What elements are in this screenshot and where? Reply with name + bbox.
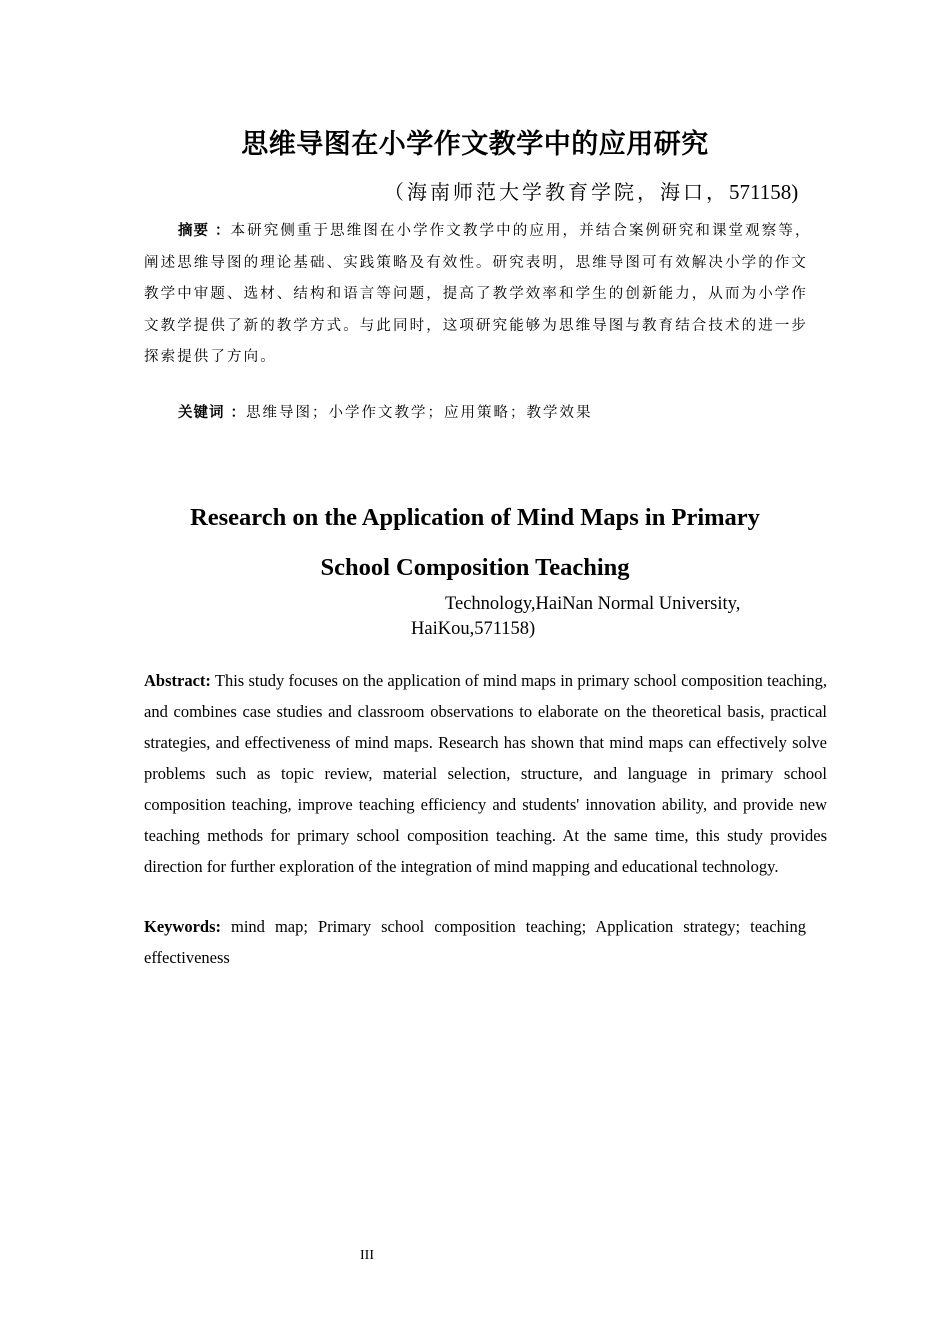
chinese-affiliation [384, 176, 798, 205]
english-keywords-text: mind map; Primary school composition teaching; Application strategy; teaching effectiveness [144, 917, 806, 967]
chinese-keywords-label: 关键词 ： [178, 405, 247, 421]
chinese-abstract [144, 216, 814, 374]
english-keywords-label: Keywords: [144, 917, 221, 936]
chinese-keywords [178, 401, 593, 422]
english-abstract [144, 665, 827, 882]
english-title-line-1: Research on the Application of Mind Maps in Primary [190, 504, 760, 531]
page-number: III [360, 1248, 374, 1263]
english-affiliation-line-1: Technology,HaiNan Normal University, [445, 594, 741, 614]
chinese-abstract-text: 本研究侧重于思维图在小学作文教学中的应用，并结合案例研究和课堂观察等，阐述思维导图的理论基础、实践策略及有效性。研究表明，思维导图可有效解决小学的作文教学中审题、选材、结构和语言等问题，提高了教学效率和学生的创新能力，从而为小学作文教学提供了新的教学方式。与此同时，这项研究能够为思维导图与教育结合技术的进一步探索提供了方向。 [144, 223, 812, 365]
chinese-title: 思维导图在小学作文教学中的应用研究 [241, 129, 709, 160]
english-title-line-2: School Composition Teaching [320, 554, 630, 581]
chinese-affiliation-code: 571158) [729, 180, 799, 204]
chinese-keywords-text: 思维导图；小学作文教学；应用策略；教学效果 [246, 405, 593, 421]
chinese-abstract-label: 摘要 ： [178, 223, 231, 239]
english-abstract-text: This study focuses on the application of mind maps in primary school composition teaching, and combines case studies and classroom observations to elaborate on the theoretical basis, practical strategies, and effectiveness of mind maps. Research has shown that mind maps can effectively solve problems such as topic review, material selection, structure, and language in primary school composition teaching, improve teaching efficiency and students' innovation ability, and provide new teaching methods for primary school composition teaching. At the same time, this study provides direction for further exploration of the integration of mind mapping and educational technology. [144, 671, 827, 876]
english-keywords [144, 911, 806, 973]
english-abstract-label: Abstract: [144, 671, 211, 690]
chinese-affiliation-text: （海南师范大学教育学院，海口， [384, 180, 729, 204]
english-affiliation-line-2: HaiKou,571158) [411, 619, 536, 639]
